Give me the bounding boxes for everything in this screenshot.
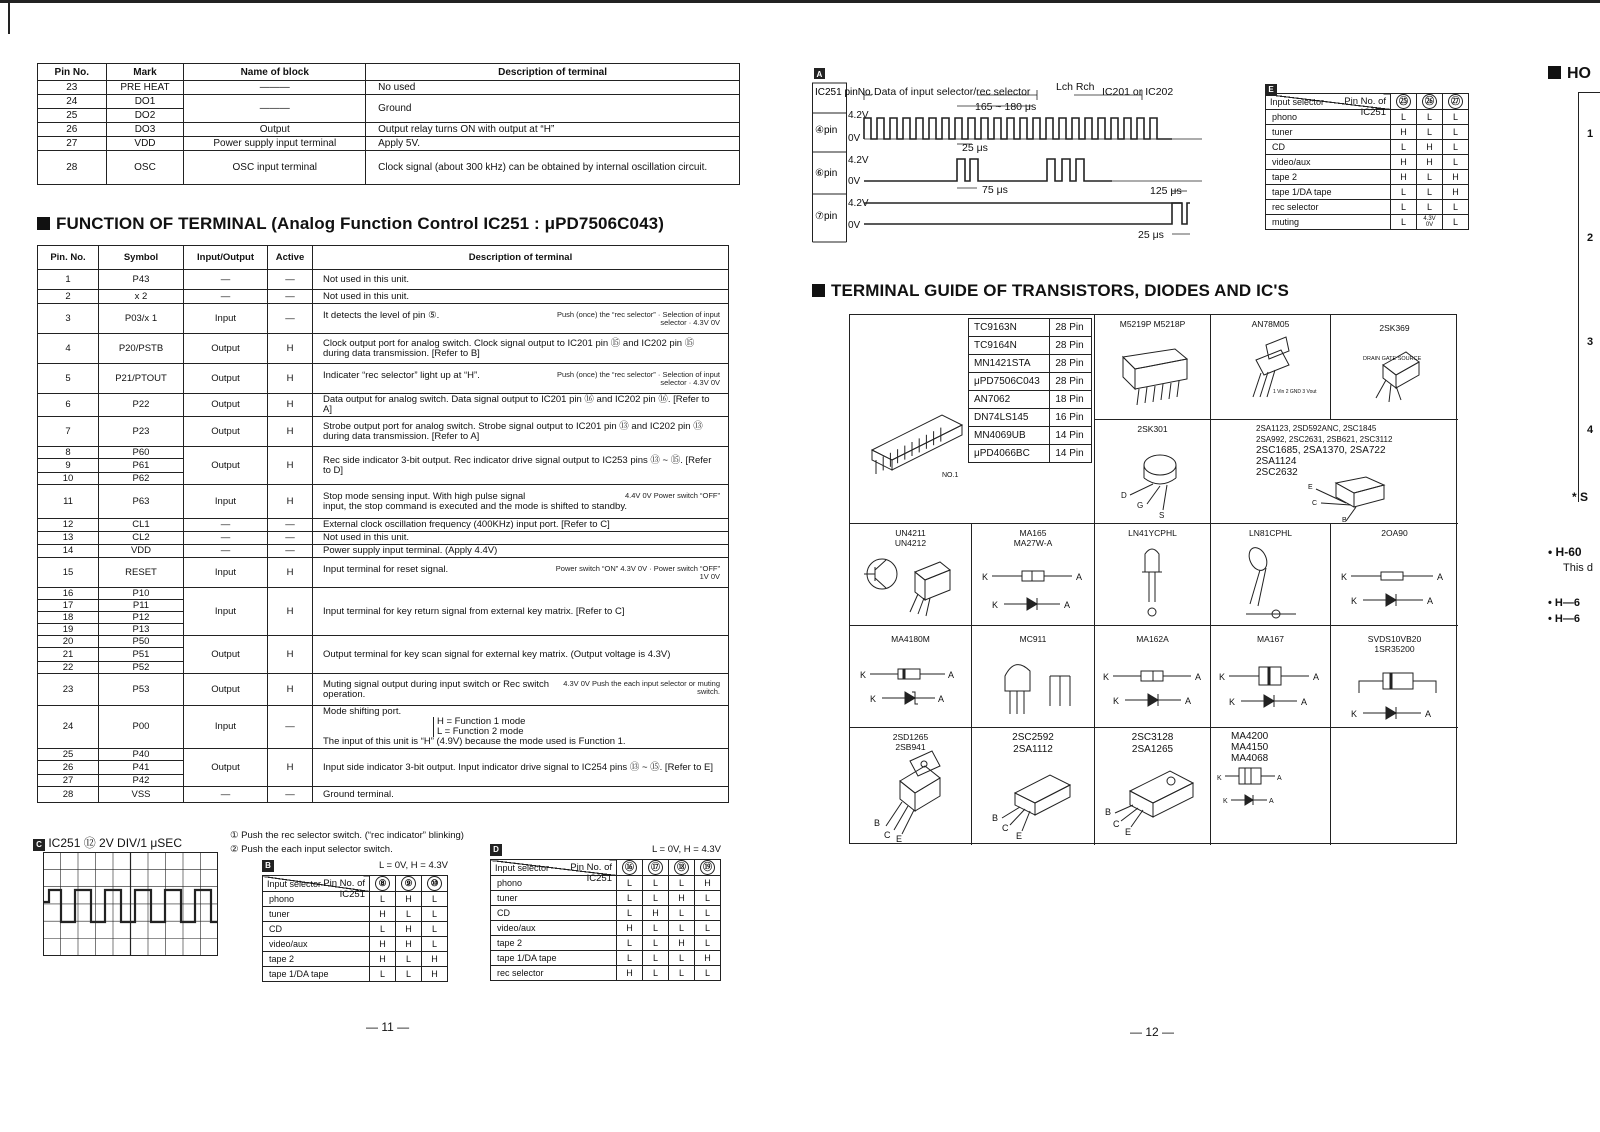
ic-list-table <box>968 318 1092 463</box>
fet-pins-label: DRAIN GATE SOURCE <box>1363 356 1422 362</box>
svg-text:K: K <box>1103 672 1110 682</box>
frag-row-3: 3 <box>1587 336 1594 348</box>
waveform-note: Push (once) the “rec selector” · Selection of input selector · 4.3V 0V <box>557 309 720 327</box>
list-item: MN1421STA 28 Pin <box>969 355 1092 373</box>
an78m05-cell: AN78M05 1 Vin 2 GND 3 Vout <box>1211 315 1331 420</box>
2sk301-cell: 2SK301 D G S <box>1095 420 1211 524</box>
table-row: 10 P62 <box>38 473 729 485</box>
svg-text:A: A <box>948 670 955 680</box>
svg-text:A: A <box>1301 697 1308 707</box>
pin-number-badge: ㉖ <box>1422 94 1437 109</box>
pin7-label: ⑦pin <box>815 211 838 222</box>
table-header-row <box>1266 94 1469 110</box>
col-description: Description of terminal <box>313 246 729 270</box>
ma165-cell: MA165 MA27W-A K A K A <box>972 524 1095 626</box>
table-row: 17 P11 <box>38 600 729 612</box>
regulator-icon <box>1241 335 1317 410</box>
digital-transistor-icon <box>860 552 965 622</box>
table-row: tape 2 H L H <box>263 952 448 967</box>
svg-text:A: A <box>1277 775 1282 782</box>
table-row: phono L L L H <box>491 876 721 891</box>
sip-ic-icon <box>1115 347 1195 412</box>
table-row: phono L L L <box>1266 110 1469 125</box>
t1-label: 165 ~ 180 μs <box>975 101 1037 113</box>
table-row: 23 P53 Output H 4.3V 0V Push the each input selector or muting switch. Muting signal output during input switch or Rec switch operation. <box>38 674 729 706</box>
lchrch-label: Lch Rch <box>1056 81 1095 93</box>
table-row: tape 1/DA tape L L H <box>263 967 448 982</box>
pin-number-badge: ㉕ <box>1396 94 1411 109</box>
diode-icon <box>1341 564 1451 614</box>
svg-text:D: D <box>1121 491 1127 500</box>
table-row: 14 VDD — — Power supply input terminal. (Apply 4.4V) <box>38 545 729 558</box>
page-number-left: — 11 — <box>366 1020 410 1034</box>
table-row: 20 P50 Output H Output terminal for key scan signal for external key matrix. (Output voltage is 4.3V) <box>38 636 729 648</box>
svg-text:A: A <box>1076 572 1083 582</box>
description-cell: Input side indicator 3-bit output. Input indicator drive signal to IC254 pins ⑬ ~ ⑮. [Refer to E] <box>313 749 729 787</box>
svg-text:C: C <box>1312 500 1318 507</box>
svg-text:K: K <box>982 572 989 582</box>
dip-ic-icon <box>862 395 972 485</box>
frag-h6b: • H—6 <box>1548 613 1580 625</box>
terminal-guide <box>849 314 1457 844</box>
table-row: 4 P20/PSTB Output H Clock output port for analog switch. Clock signal output to IC201 pin ⑮ and IC202 pin ⑮ during data transmission. [Refer to B] <box>38 334 729 364</box>
pin-number-badge: ㉗ <box>1448 94 1463 109</box>
frag-h60: • H-60 <box>1548 545 1582 559</box>
svg-text:G: G <box>1137 501 1144 510</box>
ma4180m-cell: MA4180M K A K A <box>850 626 972 728</box>
ln81cphl-cell: LN81CPHL <box>1211 524 1331 626</box>
top-pin-table <box>37 63 740 185</box>
svg-text:B: B <box>992 813 999 823</box>
table-row: 12 CL1 — — External clock oscillation frequency (400KHz) input port. [Refer to C] <box>38 519 729 532</box>
bullet-square-icon <box>812 284 825 297</box>
table-row: 15 RESET Input H Power switch “ON” 4.3V 0V · Power switch “OFF” 1V 0V Input terminal for reset signal. <box>38 558 729 588</box>
list-item: DN74LS145 16 Pin <box>969 409 1092 427</box>
svg-text:K: K <box>1351 596 1358 606</box>
svds-cell: SVDS10VB20 1SR35200 K A <box>1331 626 1458 728</box>
description-cell: Push (once) the “rec selector” · Selection of input selector · 4.3V 0V Indicater “rec selector” light up at “H”. <box>313 364 729 394</box>
table-row: 28 VSS — — Ground terminal. <box>38 787 729 803</box>
no1-label: NO.1 <box>942 472 959 479</box>
table-header-row <box>263 876 448 892</box>
diagonal-header: Pin No. of IC251 Input selector <box>491 860 617 876</box>
table-b <box>262 875 448 982</box>
description-cell: Clock output port for analog switch. Clock signal output to IC201 pin ⑮ and IC202 pin ⑮ during data transmission. [Refer to B] <box>313 334 729 364</box>
timing-diagram <box>812 66 1212 246</box>
svg-text:A: A <box>1313 672 1320 682</box>
power-transistor-icon <box>990 763 1085 843</box>
ic-label: IC201 or IC202 <box>1102 86 1174 98</box>
function-table <box>37 245 729 803</box>
table-row: 9 P61 <box>38 459 729 473</box>
table-row: video/aux H H L <box>263 937 448 952</box>
waveform-note: Push (once) the “rec selector” · Selection of input selector · 4.3V 0V <box>557 369 720 387</box>
timing-tag: A <box>816 70 823 79</box>
ln41ycphl-cell: LN41YCPHL <box>1095 524 1211 626</box>
description-cell: Push (once) the “rec selector” · Selection of input selector · 4.3V 0V It detects the level of pin ⑤. <box>313 304 729 334</box>
t5-label: 25 μs <box>1138 229 1164 241</box>
volt-low-4: 0V <box>848 133 861 144</box>
svg-text:E: E <box>1125 827 1132 837</box>
table-row: phono L H L <box>263 892 448 907</box>
svg-text:E: E <box>1016 831 1023 841</box>
frag-h6a: • H—6 <box>1548 597 1580 609</box>
description-cell: Input terminal for key return signal from external key matrix. [Refer to C] <box>313 588 729 636</box>
description-cell: Rec side indicator 3-bit output. Rec indicator drive signal output to IC253 pins ⑬ ~ ⑮. [Refer to D] <box>313 447 729 485</box>
table-row: 2 x 2 — — Not used in this unit. <box>38 290 729 304</box>
to92l-icon <box>1306 475 1406 523</box>
svg-text:C: C <box>1113 819 1120 829</box>
table-row: 22 P52 <box>38 662 729 674</box>
svg-text:C: C <box>1002 823 1009 833</box>
frag-row-1: 1 <box>1587 128 1594 140</box>
svg-text:A: A <box>1064 600 1071 610</box>
data-label: Data of input selector/rec selector <box>874 86 1031 98</box>
2oa90-cell: 2OA90 K A K A <box>1331 524 1458 626</box>
to220-icon <box>870 756 960 844</box>
function-section-title: FUNCTION OF TERMINAL (Analog Function Control IC251 : μPD7506C043) <box>37 214 664 234</box>
col-active: Active <box>268 246 313 270</box>
table-row: CD L H L <box>1266 140 1469 155</box>
frag-this: This d <box>1563 562 1593 574</box>
svg-text:E: E <box>1308 484 1313 491</box>
diode-icon <box>982 564 1087 619</box>
list-item: AN7062 18 Pin <box>969 391 1092 409</box>
t4-label: 125 μs <box>1150 185 1182 197</box>
volt-high-4: 4.2V <box>848 110 869 121</box>
description-cell: Power switch “ON” 4.3V 0V · Power switch “OFF” 1V 0V Input terminal for reset signal. <box>313 558 729 588</box>
table-row: video/aux H H L <box>1266 155 1469 170</box>
svg-text:K: K <box>1351 709 1358 719</box>
table-row: 27 VDD Power supply input terminal Apply 5V. <box>38 137 740 151</box>
table-row: 25 DO2 <box>38 109 740 123</box>
col-pin: Pin. No. <box>38 246 99 270</box>
scope-caption: C IC251 ⑫ 2V DIV/1 μSEC <box>33 834 182 851</box>
waveform-note: 4.4V 0V Power switch “OFF” <box>624 490 720 500</box>
col-mark: Mark <box>106 64 184 81</box>
timing-row-head: IC251 pinNo. <box>815 87 874 98</box>
table-row: 1 P43 — — Not used in this unit. <box>38 270 729 290</box>
svg-text:A: A <box>1427 596 1434 606</box>
un4211-cell: UN4211 UN4212 <box>850 524 972 626</box>
col-io: Input/Output <box>184 246 268 270</box>
pin-number-badge: ⑲ <box>700 860 715 875</box>
diode-icon <box>1219 661 1324 716</box>
table-row: 13 CL2 — — Not used in this unit. <box>38 532 729 545</box>
table-row: tuner L L H L <box>491 891 721 906</box>
list-item: μPD7506C043 28 Pin <box>969 373 1092 391</box>
col-pin-no: Pin No. <box>38 64 107 81</box>
svg-text:K: K <box>1219 672 1226 682</box>
list-item: μPD4066BC 14 Pin <box>969 445 1092 463</box>
table-b-caption: B L = 0V, H = 4.3V <box>262 860 448 872</box>
table-row: 28 OSC OSC input terminal Clock signal (about 300 kHz) can be obtained by internal oscillation circuit. <box>38 151 740 185</box>
table-row: 24 P00 Input — Mode shifting port. H = Function 1 mode L = Function 2 mode The input of this unit is “H” (4.9V) because the mode used is Function 1. <box>38 706 729 749</box>
table-row: 21 P51 <box>38 648 729 662</box>
table-row: tape 1/DA tape L L H <box>1266 185 1469 200</box>
svg-text:K: K <box>1113 696 1120 706</box>
description-cell: Not used in this unit. <box>313 532 729 545</box>
description-cell: External clock oscillation frequency (400KHz) input port. [Refer to C] <box>313 519 729 532</box>
table-row: 23 PRE HEAT ——— No used <box>38 81 740 95</box>
list-item: MN4069UB 14 Pin <box>969 427 1092 445</box>
bullet-square-icon <box>1548 66 1561 79</box>
svg-text:K: K <box>870 694 877 704</box>
description-cell: Mode shifting port. H = Function 1 mode L = Function 2 mode The input of this unit is “H” (4.9V) because the mode used is Function 1. <box>313 706 729 749</box>
list-item: TC9163N 28 Pin <box>969 319 1092 337</box>
svg-text:K: K <box>992 600 999 610</box>
description-cell: Not used in this unit. <box>313 290 729 304</box>
mc911-cell: MC911 <box>972 626 1095 728</box>
table-header-row <box>491 860 721 876</box>
2sa-transistor-cell <box>1211 420 1458 524</box>
table-row: 27 P42 <box>38 775 729 787</box>
table-row: 16 P10 Input H Input terminal for key return signal from external key matrix. [Refer to C] <box>38 588 729 600</box>
table-row: tuner H L L <box>263 907 448 922</box>
table-row: rec selector H L L L <box>491 966 721 981</box>
ma4200-cell: MA4200 MA4150 MA4068 K A K A <box>1211 728 1331 845</box>
table-row: 5 P21/PTOUT Output H Push (once) the “rec selector” · Selection of input selector · 4.3V 0V Indicater “rec selector” light up at “H”. <box>38 364 729 394</box>
waveform-note: 4.3V 0V Push the each input selector or muting switch. <box>563 678 720 696</box>
diode-array-icon <box>990 646 1085 726</box>
volt-low-6: 0V <box>848 176 861 187</box>
frag-row-2: 2 <box>1587 232 1594 244</box>
page-top-rule <box>0 0 1600 3</box>
description-cell: Data output for analog switch. Data signal output to IC201 pin ⑯ and IC202 pin ⑯. [Refer to A] <box>313 394 729 417</box>
an-pins-label: 1 Vin 2 GND 3 Vout <box>1273 389 1317 395</box>
next-page-title-fragment: HO <box>1548 65 1591 83</box>
zener-diode-icon <box>860 664 965 714</box>
table-row: muting L 4.3V 0V L <box>1266 215 1469 230</box>
page-number-right: — 12 — <box>1130 1025 1175 1039</box>
svg-text:A: A <box>1437 572 1444 582</box>
col-symbol: Symbol <box>99 246 184 270</box>
svg-text:A: A <box>1195 672 1202 682</box>
table-row: 26 P41 <box>38 761 729 775</box>
ma162a-cell: MA162A K A K A <box>1095 626 1211 728</box>
svg-text:E: E <box>896 834 903 844</box>
diode-icon <box>1103 664 1208 714</box>
description-cell: 4.3V 0V Push the each input selector or muting switch. Muting signal output during input switch or Rec switch operation. <box>313 674 729 706</box>
mode-bracket: H = Function 1 mode L = Function 2 mode <box>433 717 720 737</box>
to92-icon <box>1115 440 1195 520</box>
pin-number-badge: ⑯ <box>622 860 637 875</box>
svg-text:C: C <box>884 830 891 840</box>
table-row: CD L H L <box>263 922 448 937</box>
2sd1265-cell: 2SD1265 2SB941 B C E <box>850 728 972 845</box>
table-row: tape 2 L L H L <box>491 936 721 951</box>
frag-note: * S <box>1572 490 1589 504</box>
pin-number-badge: ⑰ <box>648 860 663 875</box>
pin-number-badge: ⑱ <box>674 860 689 875</box>
diode-icon <box>1217 766 1307 816</box>
svg-text:A: A <box>938 694 945 704</box>
table-row: 11 P63 Input H 4.4V 0V Power switch “OFF” Stop mode sensing input. With high pulse signal input, the stop command is executed and the mode is shifted to standby. <box>38 485 729 519</box>
table-row: tuner H L L <box>1266 125 1469 140</box>
description-cell: Strobe output port for analog switch. Strobe signal output to IC201 pin ⑬ and IC202 pin ⑬ during data transmission. [Refer to A] <box>313 417 729 447</box>
table-row: 24 DO1 ——— Ground <box>38 95 740 109</box>
svg-text:K: K <box>860 670 867 680</box>
guide-section-title: TERMINAL GUIDE OF TRANSISTORS, DIODES AND IC'S <box>812 281 1289 301</box>
selector-notes: ① Push the rec selector switch. (“rec indicator” blinking) ② Push the each input selector switch. <box>230 830 464 855</box>
2sc3128-cell: 2SC3128 2SA1265 B C E <box>1095 728 1211 845</box>
table-row: rec selector L L L <box>1266 200 1469 215</box>
transistor-list: 2SA1123, 2SD592ANC, 2SC1845 2SA992, 2SC2631, 2SB621, 2SC3112 2SC1685, 2SA1370, 2SA722 2SA1124 2SC2632 <box>1256 424 1393 478</box>
table-row: 25 P40 Output H Input side indicator 3-bit output. Input indicator drive signal to IC254 pins ⑬ ~ ⑮. [Refer to E] <box>38 749 729 761</box>
svg-text:K: K <box>1341 572 1348 582</box>
t2-label: 25 μs <box>962 142 988 154</box>
description-cell: Ground terminal. <box>313 787 729 803</box>
svg-text:S: S <box>1159 511 1165 520</box>
ma167-cell: MA167 K A K A <box>1211 626 1331 728</box>
power-transistor-icon <box>1105 763 1205 843</box>
description-cell: Not used in this unit. <box>313 270 729 290</box>
table-e <box>1265 93 1469 230</box>
description-cell: Output terminal for key scan signal for external key matrix. (Output voltage is 4.3V) <box>313 636 729 674</box>
table-e-caption: E <box>1265 79 1277 97</box>
svg-text:A: A <box>1269 798 1274 805</box>
col-block: Name of block <box>184 64 366 81</box>
frag-row-4: 4 <box>1587 424 1594 436</box>
col-desc: Description of terminal <box>366 64 740 81</box>
table-row: tape 2 H L H <box>1266 170 1469 185</box>
2sc2592-cell: 2SC2592 2SA1112 B C E <box>972 728 1095 845</box>
page-left-mark <box>8 0 10 34</box>
table-row: video/aux H L L L <box>491 921 721 936</box>
svg-text:B: B <box>1105 807 1112 817</box>
svg-text:B: B <box>874 818 881 828</box>
volt-low-7: 0V <box>848 220 861 231</box>
table-row: 19 P13 <box>38 624 729 636</box>
table-row: CD L H L L <box>491 906 721 921</box>
waveform-note: Power switch “ON” 4.3V 0V · Power switch “OFF” 1V 0V <box>555 563 720 581</box>
svg-text:K: K <box>1217 775 1222 782</box>
table-row: 26 DO3 Output Output relay turns ON with output at “H” <box>38 123 740 137</box>
scope-tag: C <box>33 839 45 851</box>
diagonal-header: Pin No. of IC251 Input selector <box>263 876 370 892</box>
table-d <box>490 859 721 981</box>
svg-text:A: A <box>1425 709 1432 719</box>
svg-text:B: B <box>1342 517 1347 524</box>
description-cell: 4.4V 0V Power switch “OFF” Stop mode sensing input. With high pulse signal input, the stop command is executed and the mode is shifted to standby. <box>313 485 729 519</box>
ic-package-cell <box>850 315 1095 524</box>
svg-text:K: K <box>1229 697 1236 707</box>
bridge-diode-icon <box>1341 661 1451 723</box>
diagonal-header: Pin No. of IC251 Input selector <box>1266 94 1391 110</box>
bullet-square-icon <box>37 217 50 230</box>
led-icon <box>1130 542 1180 622</box>
volt-high-6: 4.2V <box>848 155 869 166</box>
pin-number-badge: ⑧ <box>375 876 390 891</box>
table-row: 3 P03/x 1 Input — Push (once) the “rec selector” · Selection of input selector · 4.3V 0V It detects the level of pin ⑤. <box>38 304 729 334</box>
volt-high-7: 4.2V <box>848 198 869 209</box>
svg-text:K: K <box>1223 798 1228 805</box>
pin6-label: ⑥pin <box>815 168 838 179</box>
table-row: 8 P60 Output H Rec side indicator 3-bit output. Rec indicator drive signal output to IC253 pins ⑬ ~ ⑮. [Refer to D] <box>38 447 729 459</box>
scope-grid <box>43 852 218 956</box>
table-d-caption: D L = 0V, H = 4.3V <box>490 844 721 856</box>
table-row: 18 P12 <box>38 612 729 624</box>
pin-number-badge: ⑨ <box>401 876 416 891</box>
table-row: 7 P23 Output H Strobe output port for analog switch. Strobe signal output to IC201 pin ⑬ and IC202 pin ⑬ during data transmission. [Refer to A] <box>38 417 729 447</box>
fet-icon <box>1361 340 1436 415</box>
table-row: tape 1/DA tape L L L H <box>491 951 721 966</box>
m5219-cell: M5219P M5218P <box>1095 315 1211 420</box>
pin-number-badge: ⑩ <box>427 876 442 891</box>
pin4-label: ④pin <box>815 125 838 136</box>
t3-label: 75 μs <box>982 184 1008 196</box>
led-angled-icon <box>1236 544 1316 624</box>
table-row: 6 P22 Output H Data output for analog switch. Data signal output to IC201 pin ⑯ and IC202 pin ⑯. [Refer to A] <box>38 394 729 417</box>
2sk369-cell: 2SK369 DRAIN GATE SOURCE <box>1331 315 1458 420</box>
next-page-table-fragment <box>1578 92 1600 502</box>
description-cell: Power supply input terminal. (Apply 4.4V) <box>313 545 729 558</box>
list-item: TC9164N 28 Pin <box>969 337 1092 355</box>
svg-text:A: A <box>1185 696 1192 706</box>
